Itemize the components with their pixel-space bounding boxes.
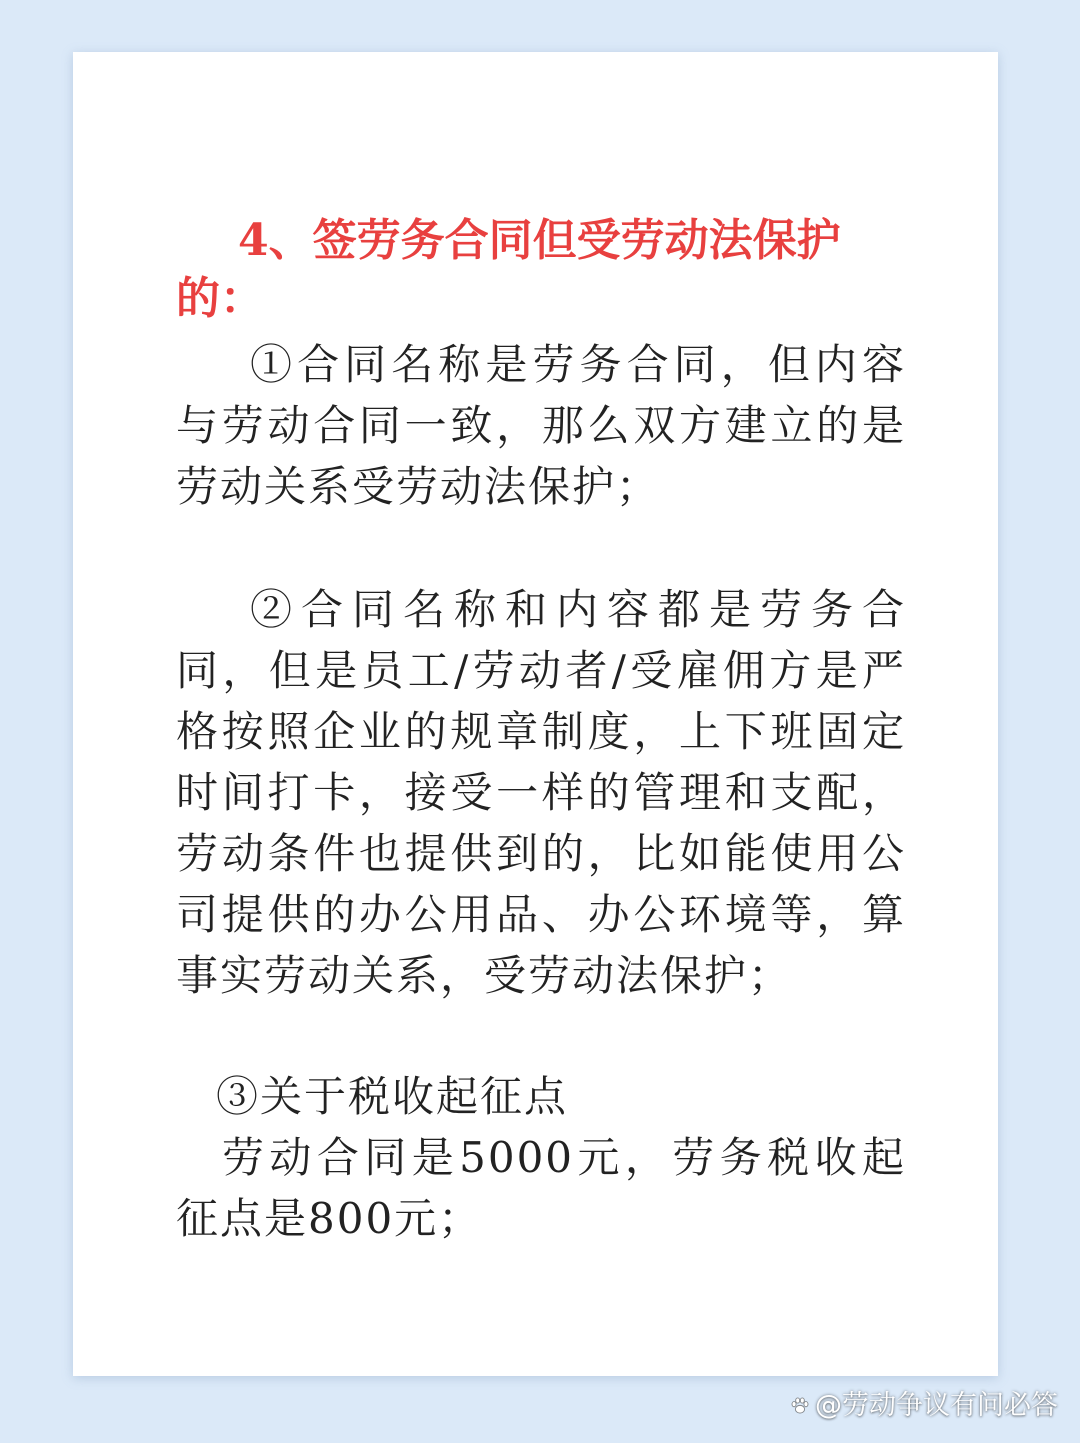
paragraph-2: ②合同名称和内容都是劳务合同，但是员工/劳动者/受雇佣方是严格按照企业的规章制度，上下班固定时间打卡，接受一样的管理和支配，劳动条件也提供到的，比如能使用公司提供的办公用品、办公环境等，算事实劳动关系，受劳动法保护； bbox=[176, 585, 906, 1000]
paragraph-1: ①合同名称是劳务合同，但内容与劳动合同一致，那么双方建立的是劳动关系受劳动法保护； bbox=[176, 340, 906, 511]
title-line-1: 4、签劳务合同但受劳动法保护 bbox=[238, 215, 841, 266]
paw-icon bbox=[789, 1395, 811, 1417]
paragraph-3-heading: ③关于税收起征点 bbox=[216, 1072, 569, 1121]
article-title bbox=[176, 212, 906, 328]
watermark-text: @劳动争议有问必答 bbox=[815, 1390, 1058, 1421]
article-content bbox=[176, 212, 906, 1249]
title-line-2: 的： bbox=[176, 273, 264, 324]
paragraph-3-body: 劳动合同是5000元，劳务税收起征点是800元； bbox=[176, 1133, 906, 1243]
article-card bbox=[73, 52, 998, 1376]
watermark bbox=[789, 1389, 1058, 1423]
